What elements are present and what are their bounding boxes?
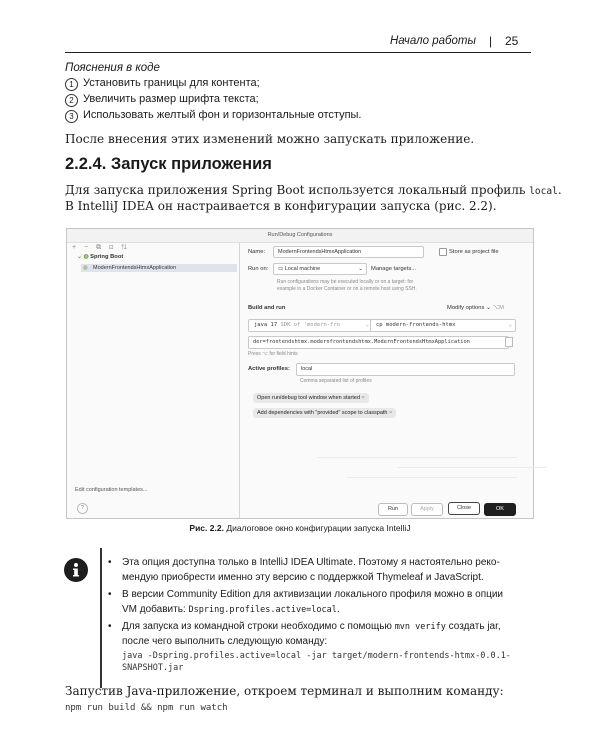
run-on-select[interactable]: ▭ Local machine ⌄ [273, 263, 367, 275]
paragraph: После внесения этих изменений можно запускать приложение. [65, 132, 475, 146]
configurations-tree-pane [67, 243, 240, 518]
option-chip-provided-scope[interactable]: Add dependencies with "provided" scope to classpath × [253, 408, 396, 418]
paragraph: Запустив Java-приложение, откроем терминал и выполним команду: [65, 684, 504, 698]
apply-button[interactable]: Apply [411, 503, 443, 516]
inline-code: local [529, 186, 558, 197]
ok-button[interactable]: OK [484, 503, 516, 516]
explanation-item: 1 Установить границы для контента; [65, 77, 260, 91]
note-rule [100, 548, 102, 688]
edit-configuration-templates-link[interactable]: Edit configuration templates... [75, 487, 148, 493]
active-profiles-input[interactable]: local [296, 363, 515, 376]
info-icon [64, 558, 88, 582]
run-button[interactable]: Run [378, 503, 408, 516]
main-class-input[interactable]: der=frontendshtmx.modernfrontendshtmx.ModernFrontendsHtmxApplication [248, 336, 509, 349]
store-as-project-checkbox[interactable] [439, 248, 447, 256]
name-label: Name: [248, 249, 266, 255]
jdk-select[interactable]: java 17 SDK of 'modern-fro ⌄ [248, 319, 373, 332]
page-number: 25 [505, 34, 519, 48]
manage-targets-link[interactable]: Manage targets... [371, 266, 417, 272]
tree-item-spring-boot[interactable]: ⌄ ◍ Spring Boot [77, 254, 124, 260]
computer-icon: ▭ [278, 266, 285, 272]
section-heading: 2.2.4. Запуск приложения [65, 155, 272, 173]
paragraph-line: Для запуска приложения Spring Boot используется локальный профиль local. [65, 183, 562, 197]
header-rule [65, 52, 531, 53]
inline-code: mvn verify [394, 622, 446, 632]
figure-caption: Рис. 2.2. Диалоговое окно конфигурации запуска IntelliJ [189, 523, 411, 533]
code-explanations-title: Пояснения в коде [65, 62, 160, 74]
code-line: java -Dspring.profiles.active=local -jar target/modern-frontends-htmx-0.0.1- [122, 651, 511, 661]
option-chip-open-tool-window[interactable]: Open run/debug tool window when started × [253, 393, 369, 403]
divider [397, 467, 547, 468]
dialog-title: Run/Debug Configurations [267, 232, 333, 238]
tree-toolbar[interactable]: + − ⧉ ⊡ ⇅ [72, 244, 131, 251]
field-hints-tip: Press ⌥ for field hints [248, 351, 298, 357]
inline-code: Dspring.profiles.active=local [188, 605, 337, 615]
active-profiles-hint: Comma separated list of profiles [300, 378, 372, 384]
command-code: npm run build && npm run watch [65, 703, 228, 713]
name-input[interactable]: ModernFrontendsHtmxApplication [273, 246, 424, 258]
config-icon: ◍ [83, 265, 88, 271]
run-debug-dialog-screenshot [66, 228, 534, 519]
chevron-down-icon: ⌄ [365, 322, 369, 328]
help-button[interactable]: ? [77, 503, 88, 514]
spring-boot-icon: ⌄ ◍ [77, 254, 91, 260]
chevron-down-icon: ⌄ [484, 305, 493, 311]
explanation-item: 2 Увеличить размер шрифта текста; [65, 93, 259, 107]
browse-icon[interactable] [505, 337, 513, 347]
store-as-project-label: Store as project file [449, 249, 499, 255]
code-line: SNAPSHOT.jar [122, 663, 184, 673]
module-select[interactable]: cp modern-frontends-htmx ⌄ [370, 319, 516, 332]
tree-item-selected-config[interactable]: ◍ ModernFrontendsHtmxApplication [81, 264, 237, 272]
explanation-item: 3 Использовать желтый фон и горизонтальные отступы. [65, 109, 362, 123]
modify-options-button[interactable]: Modify options ⌄ ⌥M [447, 305, 504, 311]
run-on-label: Run on: [248, 266, 269, 272]
close-icon[interactable]: × [360, 395, 365, 401]
close-icon[interactable]: × [387, 410, 393, 416]
chevron-down-icon: ⌄ [508, 322, 512, 328]
chevron-down-icon: ⌄ [358, 266, 363, 272]
running-header-separator: | [489, 34, 493, 48]
build-and-run-heading: Build and run [248, 305, 286, 311]
paragraph-line: В IntelliJ IDEA он настраивается в конфигурации запуска (рис. 2.2). [65, 199, 497, 213]
run-on-hint: example in a Docker Container or on a remote host using SSH. [277, 286, 417, 292]
run-on-hint: Run configurations may be executed locally or on a target: for [277, 279, 414, 285]
divider [317, 457, 517, 458]
running-header-title: Начало работы [390, 35, 476, 47]
close-button[interactable]: Close [448, 502, 480, 515]
divider [347, 477, 517, 478]
active-profiles-label: Active profiles: [248, 366, 290, 372]
